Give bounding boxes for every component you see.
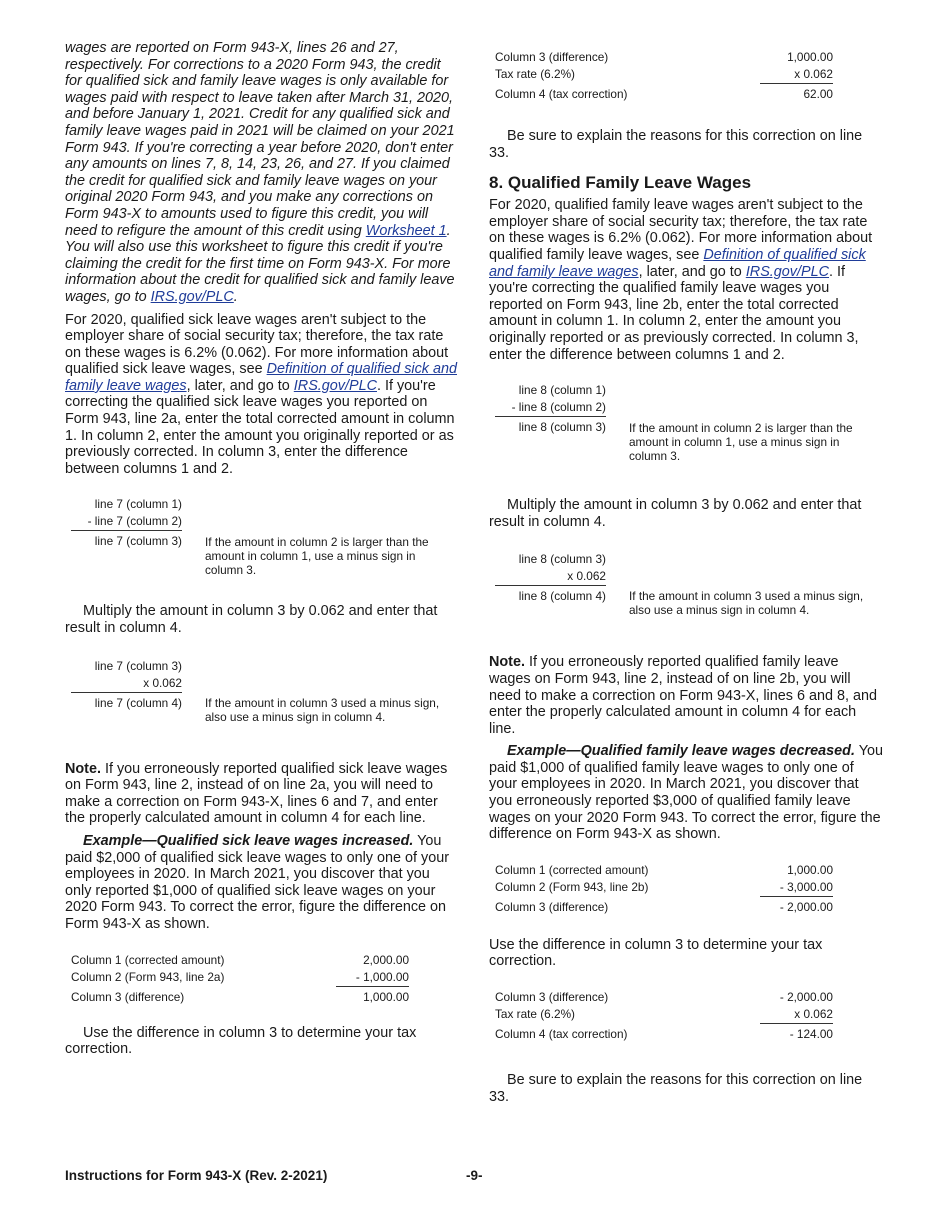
fig-note: If the amount in column 3 used a minus sign, also use a minus sign in column 4. [205, 695, 440, 724]
line8-difference-figure [489, 379, 884, 497]
line7-multiply-figure [65, 653, 460, 761]
page-number: -9- [466, 1168, 483, 1183]
fig-line-2: x 0.062 [143, 675, 182, 690]
fig-note: If the amount in column 2 is larger than the amount in column 1, use a minus sign in column 3. [629, 421, 853, 464]
table-rule [336, 986, 409, 987]
irs-plc-link[interactable]: IRS.gov/PLC [293, 377, 377, 394]
irs-plc-link[interactable]: IRS.gov/PLC [745, 263, 829, 280]
fig-line-3: line 8 (column 4) [518, 589, 606, 604]
line8-multiply-figure [489, 546, 884, 654]
note-paragraph: Note. If you erroneously reported qualified family leave wages on Form 943, line 2, instead of on line 2b, you will need to make a correction on Form 943-X, lines 6 and 8, and enter the properly calculated amount in column 4 for each line. [489, 654, 877, 737]
table-rule [760, 896, 833, 897]
definition-link[interactable]: Definition of qualified sick and family leave wages [65, 361, 457, 394]
family-difference-table: Column 1 (corrected amount) 1,000.00 Column 2 (Form 943, line 2b) - 3,000.00 Column 3 (difference) - 2,000.00 [495, 862, 833, 914]
explain-paragraph: Be sure to explain the reasons for this correction on line 33. [489, 128, 863, 161]
multiply-paragraph: Multiply the amount in column 3 by 0.062 and enter that result in column 4. [65, 603, 438, 637]
fig-line-1: line 7 (column 1) [94, 497, 182, 512]
right-column [489, 40, 884, 1111]
fig-line-2: x 0.062 [567, 569, 606, 584]
multiply-paragraph: Multiply the amount in column 3 by 0.062 and enter that result in column 4. [489, 497, 862, 530]
fig-line-2: - line 8 (column 2) [511, 400, 606, 415]
family-leave-paragraph: For 2020, qualified family leave wages aren't subject to the employer share of social security tax; therefore, the tax rate on these wages is 6.2% (0.062). For more information about qualified family leave wages, see Definition of qualified sick and family leave wages, later, and go to IRS.gov/PLC. If you're correcting the qualified family leave wages you reported on Form 943, line 2b, enter the total corrected amount in column 1. In column 2, enter the amount you originally reported or as previously corrected. In column 3, enter the difference between columns 1 and 2. [489, 197, 873, 363]
line7-difference-figure [65, 493, 460, 603]
fig-note: If the amount in column 3 used a minus sign, also use a minus sign in column 4. [629, 589, 864, 618]
fig-rule [495, 416, 606, 417]
family-tax-correction-table: Column 3 (difference) - 2,000.00 Tax rate (6.2%) x 0.062 Column 4 (tax correction) - 124.00 [495, 990, 833, 1042]
use-difference-paragraph: Use the difference in column 3 to determine your tax correction. [489, 936, 823, 970]
footer-title: Instructions for Form 943-X (Rev. 2-2021) [65, 1168, 328, 1183]
credit-paragraph: wages are reported on Form 943-X, lines 26 and 27, respectively. For corrections to a 2020 Form 943, the credit for qualified sick and family leave wages is only available for wages paid with respect to leave taken after March 31, 2020, and before January 1, 2021. Credit for any qualified sick and family leave wages paid in 2021 will be claimed on your 2021 Form 943. If you're correcting a year before 2020, don't enter any amounts on lines 7, 8, 14, 23, 26, and 27. If you claimed the credit for qualified sick and family leave wages on your original 2020 Form 943, and you make any corrections on Form 943-X to amounts used to figure this credit, you will need to refigure the amount of this credit using Worksheet 1. You will also use this worksheet to figure this credit if you're claiming the credit for the first time on Form 943-X. For more information about the credit for qualified sick and family leave wages, go to IRS.gov/PLC. [65, 40, 455, 305]
left-column [65, 40, 460, 1064]
fig-line-2: - line 7 (column 2) [87, 514, 182, 529]
worksheet-1-link[interactable]: Worksheet 1 [365, 222, 447, 239]
fig-line-1: line 8 (column 1) [518, 383, 606, 398]
definition-link[interactable]: Definition of qualified sick and family leave wages [489, 246, 866, 280]
fig-rule [71, 692, 182, 693]
sick-tax-correction-table: Column 3 (difference) 1,000.00 Tax rate (6.2%) x 0.062 Column 4 (tax correction) 62.00 [495, 50, 833, 101]
table-rule [760, 1023, 833, 1024]
fig-rule [71, 530, 182, 531]
fig-line-1: line 8 (column 3) [518, 552, 606, 567]
fig-rule [495, 585, 606, 586]
fig-line-3: line 8 (column 3) [518, 420, 606, 435]
sick-difference-table: Column 1 (corrected amount) 2,000.00 Column 2 (Form 943, line 2a) - 1,000.00 Column 3 (difference) 1,000.00 [71, 952, 409, 1004]
fig-line-1: line 7 (column 3) [94, 658, 182, 673]
fig-note: If the amount in column 2 is larger than the amount in column 1, use a minus sign in column 3. [205, 535, 429, 578]
sick-leave-paragraph: For 2020, qualified sick leave wages aren't subject to the employer share of social security tax; therefore, the tax rate on these wages is 6.2% (0.062). For more information about qualified sick leave wages, see Definition of qualified sick and family leave wages, later, and go to IRS.gov/PLC. If you're correcting the qualified sick leave wages you reported on Form 943, line 2a, enter the total corrected amount in column 1. In column 2, enter the amount you originally reported or as previously corrected. In column 3, enter the difference between columns 1 and 2. [65, 311, 457, 477]
fig-line-3: line 7 (column 4) [94, 695, 182, 710]
note-paragraph: Note. If you erroneously reported qualified sick leave wages on Form 943, line 2, instead of on line 2a, you will need to make a correction on Form 943-X, lines 6 and 7, and enter the properly calculated amount in column 4 for each line. [65, 760, 448, 827]
example-paragraph: Example—Qualified sick leave wages increased. You paid $2,000 of qualified sick leave wages to only one of your employees in 2020. In March 2021, you discover that you only reported $1,000 of qualified sick leave wages on your 2020 Form 943. To correct the error, figure the difference on Form 943-X as shown. [65, 833, 450, 932]
fig-line-3: line 7 (column 3) [94, 534, 182, 549]
irs-plc-link[interactable]: IRS.gov/PLC [150, 288, 234, 305]
explain-paragraph: Be sure to explain the reasons for this correction on line 33. [489, 1072, 863, 1105]
table-rule [760, 83, 833, 84]
use-difference-paragraph: Use the difference in column 3 to determine your tax correction. [65, 1024, 417, 1058]
section-heading: 8. Qualified Family Leave Wages [489, 173, 752, 193]
example-paragraph: Example—Qualified family leave wages decreased. You paid $1,000 of qualified family leave wages to only one of your employees in 2020. In March 2021, you discover that you erroneously reported $3,000 of qualified family leave wages on your 2020 Form 943. To correct the error, figure the difference on Form 943-X as shown. [489, 743, 883, 843]
